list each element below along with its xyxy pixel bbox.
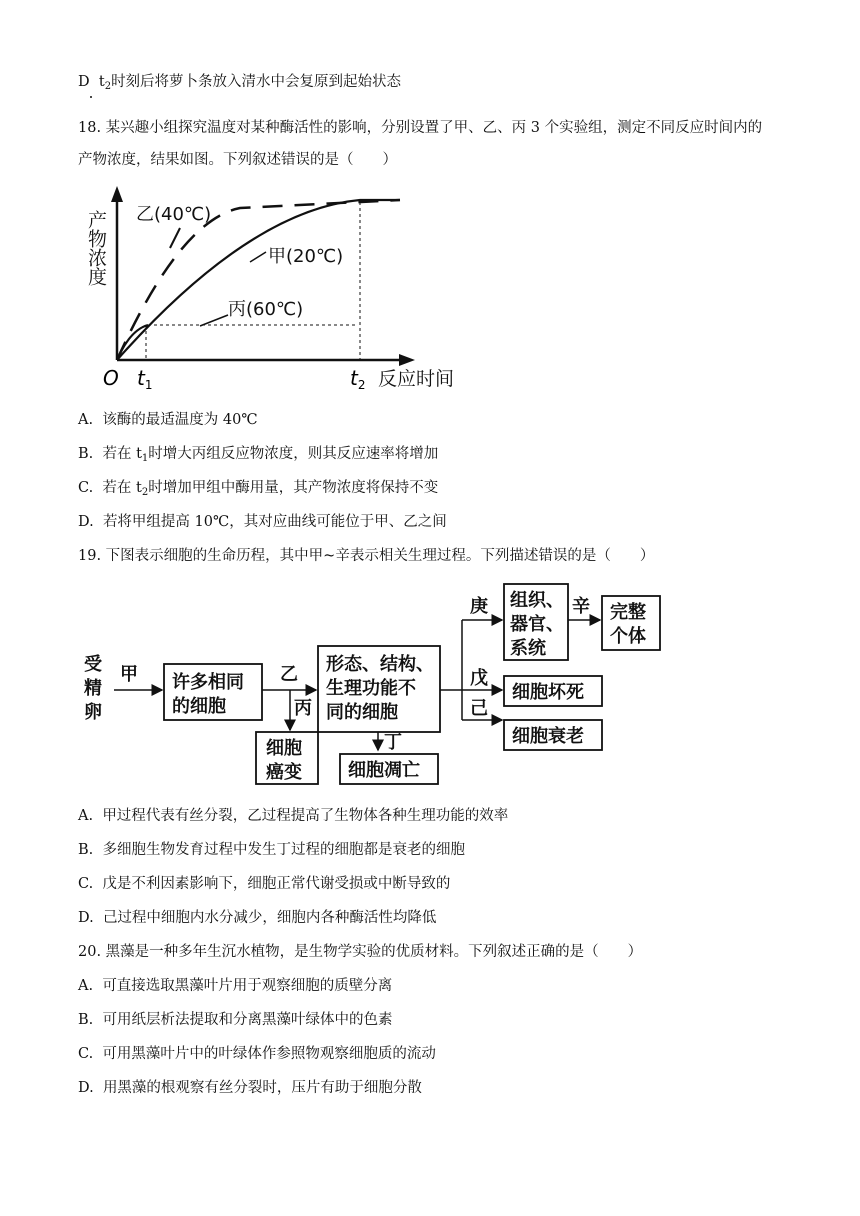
- svg-text:细胞坏死: 细胞坏死: [512, 682, 584, 703]
- label-yi: 乙: [280, 664, 298, 685]
- label-wu: 戊: [470, 668, 488, 689]
- origin-label: O: [103, 366, 119, 390]
- q18-option-a: A. 该酶的最适温度为 40℃: [78, 412, 258, 428]
- q17-option-d: D $t_2$时刻后将萝卜条放入清水中会复原到起始状态: [78, 74, 402, 92]
- q19-stem: 19. 下图表示细胞的生命历程，其中甲~辛表示相关生理过程。下列描述错误的是（ ）: [78, 548, 655, 564]
- q18-option-b: B. 若在 $t_1$时增大丙组反应物浓度，则其反应速率将增加: [78, 446, 439, 464]
- q18-stem-line2: 产物浓度，结果如图。下列叙述错误的是（ ）: [78, 152, 397, 168]
- q18-stem-line1: 18. 某兴趣小组探究温度对某种酶活性的影响，分别设置了甲、乙、丙 3 个实验组，测定不同反应时间内的: [78, 120, 763, 136]
- label-jia: 甲: [120, 664, 138, 685]
- x-axis-arrow: [399, 354, 415, 366]
- y-axis-arrow: [111, 186, 123, 202]
- q20-option-b: B. 可用纸层析法提取和分离黑藻叶绿体中的色素: [78, 1012, 393, 1028]
- start-zygote: 受精卵: [84, 654, 102, 723]
- label-ji: 己: [470, 698, 488, 719]
- emphasis-dot: [90, 96, 92, 98]
- q18-option-c: C. 若在 $t_2$时增加甲组中酶用量，其产物浓度将保持不变: [78, 480, 439, 498]
- label-xin: 辛: [572, 596, 590, 617]
- label-ding: 丁: [384, 732, 402, 753]
- q18-option-d: D. 若将甲组提高 10℃，其对应曲线可能位于甲、乙之间: [78, 514, 447, 530]
- q19-option-b: B. 多细胞生物发育过程中发生丁过程的细胞都是衰老的细胞: [78, 842, 465, 858]
- q20-option-d: D. 用黑藻的根观察有丝分裂时，压片有助于细胞分散: [78, 1080, 422, 1096]
- label-bing: 丙: [294, 698, 312, 719]
- q19-diagram: [78, 580, 678, 790]
- x-axis-label: 反应时间: [378, 368, 455, 390]
- svg-text:许多相同的细胞: 许多相同的细胞: [172, 672, 244, 717]
- svg-text:组织、器官、系统: 组织、器官、系统: [510, 590, 564, 659]
- q20-stem: 20. 黑藻是一种多年生沉水植物，是生物学实验的优质材料。下列叙述正确的是（ ）: [78, 944, 643, 960]
- q19-option-d: D. 己过程中细胞内水分减少，细胞内各种酶活性均降低: [78, 910, 437, 926]
- svg-text:形态、结构、生理功能不同的细胞: 形态、结构、生理功能不同的细胞: [326, 654, 434, 723]
- q19-option-c: C. 戊是不利因素影响下，细胞正常代谢受损或中断导致的: [78, 876, 451, 892]
- label-jia: 甲(20℃): [268, 246, 344, 267]
- y-axis-label: 产物浓度: [85, 210, 107, 286]
- svg-text:细胞衰老: 细胞衰老: [512, 726, 584, 747]
- label-yi: 乙(40℃): [136, 204, 212, 225]
- tick-t2: $t_2$: [350, 366, 366, 392]
- svg-text:完整个体: 完整个体: [610, 602, 646, 647]
- svg-text:细胞癌变: 细胞癌变: [266, 738, 302, 783]
- q19-option-a: A. 甲过程代表有丝分裂，乙过程提高了生物体各种生理功能的效率: [78, 808, 509, 824]
- tick-t1: $t_1$: [137, 366, 153, 392]
- q20-option-a: A. 可直接选取黑藻叶片用于观察细胞的质壁分离: [78, 978, 393, 994]
- q18-chart: [70, 180, 490, 400]
- label-geng: 庚: [470, 596, 488, 617]
- svg-text:细胞凋亡: 细胞凋亡: [348, 760, 420, 781]
- label-bing: 丙(60℃): [228, 299, 304, 320]
- q20-option-c: C. 可用黑藻叶片中的叶绿体作参照物观察细胞质的流动: [78, 1046, 436, 1062]
